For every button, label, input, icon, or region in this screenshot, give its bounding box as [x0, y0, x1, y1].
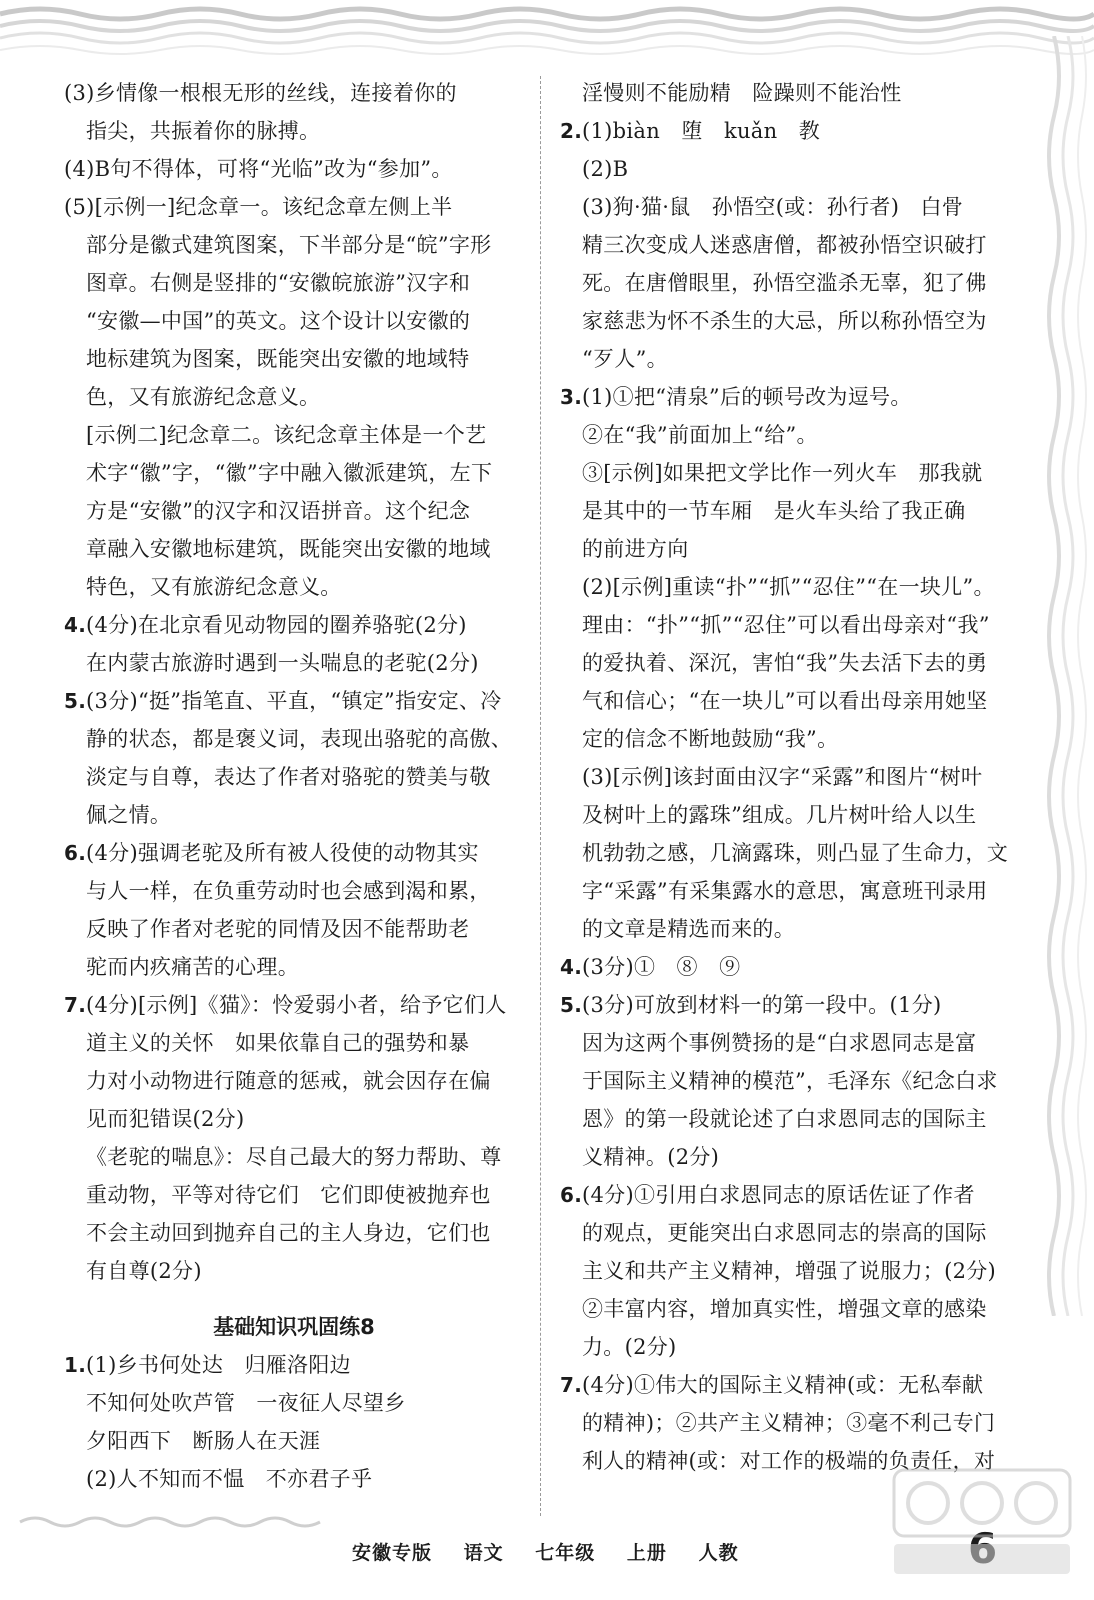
question-number: 4. — [560, 955, 583, 979]
right-line — [560, 1290, 1030, 1328]
question-number: 5. — [560, 993, 583, 1017]
question-number: 6. — [64, 841, 87, 865]
right-line — [560, 74, 1030, 112]
right-line — [560, 1100, 1030, 1138]
right-line — [560, 492, 1030, 530]
right-line — [560, 568, 1030, 606]
answer-text: (3)狗·猫·鼠 孙悟空(或：孙行者) 白骨 — [582, 195, 964, 219]
answer-text: 的爱执着、深沉，害怕“我”失去活下去的勇 — [582, 651, 988, 675]
answer-text: 色，又有旅游纪念意义。 — [86, 385, 321, 409]
answer-text: (1)乡书何处达 归雁洛阳边 — [86, 1353, 351, 1377]
answer-text: (5)[示例一]纪念章一。该纪念章左侧上半 — [64, 195, 453, 219]
column-divider — [540, 76, 541, 1516]
answer-text: (3分)可放到材料一的第一段中。(1分) — [582, 993, 942, 1017]
section-title: 基础知识巩固练8 — [213, 1315, 375, 1339]
left-line — [64, 1214, 524, 1252]
answer-text: 恩》的第一段就论述了白求恩同志的国际主 — [582, 1107, 987, 1131]
answer-text: 地标建筑为图案，既能突出安徽的地域特 — [86, 347, 470, 371]
question-number: 5. — [64, 689, 87, 713]
answer-text: ②丰富内容，增加真实性，增强文章的感染 — [582, 1297, 987, 1321]
right-line — [560, 834, 1030, 872]
answer-text: ③[示例]如果把文学比作一列火车 那我就 — [582, 461, 983, 485]
left-column — [64, 74, 524, 1498]
answer-text: (3分)“挺”指笔直、平直，“镇定”指安定、冷 — [86, 689, 502, 713]
answer-text: (1)①把“清泉”后的顿号改为逗号。 — [582, 385, 912, 409]
answer-text: [示例二]纪念章二。该纪念章主体是一个艺 — [86, 423, 487, 447]
left-line — [64, 1138, 524, 1176]
answer-text: (4分)强调老驼及所有被人役使的动物其实 — [86, 841, 479, 865]
answer-text: 义精神。(2分) — [582, 1145, 720, 1169]
left-line — [64, 948, 524, 986]
answer-text: 理由：“扑”“抓”“忍住”可以看出母亲对“我” — [582, 613, 990, 637]
answer-text: 于国际主义精神的模范”，毛泽东《纪念白求 — [582, 1069, 998, 1093]
left-line — [64, 302, 524, 340]
left-after-line — [64, 1346, 524, 1384]
question-number: 3. — [560, 385, 583, 409]
left-line — [64, 530, 524, 568]
answer-text: (4分)①伟大的国际主义精神(或：无私奉献 — [582, 1373, 984, 1397]
right-line — [560, 1214, 1030, 1252]
right-line — [560, 302, 1030, 340]
answer-text: (3)[示例]该封面由汉字“采露”和图片“树叶 — [582, 765, 983, 789]
answer-text: 道主义的关怀 如果依靠自己的强势和暴 — [86, 1031, 470, 1055]
right-line — [560, 340, 1030, 378]
footer-info — [352, 1538, 763, 1565]
answer-text: 机勃勃之感，几滴露珠，则凸显了生命力，文 — [582, 841, 1008, 865]
right-line — [560, 1366, 1030, 1404]
right-line — [560, 720, 1030, 758]
right-line — [560, 1252, 1030, 1290]
right-line — [560, 188, 1030, 226]
answer-text: 见而犯错误(2分) — [86, 1107, 245, 1131]
question-number: 7. — [560, 1373, 583, 1397]
right-line — [560, 1062, 1030, 1100]
answer-text: 在内蒙古旅游时遇到一头喘息的老驼(2分) — [86, 651, 479, 675]
left-line — [64, 454, 524, 492]
right-line — [560, 682, 1030, 720]
answer-text: 不会主动回到抛弃自己的主人身边，它们也 — [86, 1221, 491, 1245]
answer-text: 特色，又有旅游纪念意义。 — [86, 575, 342, 599]
answer-text: 及树叶上的露珠”组成。几片树叶给人以生 — [582, 803, 977, 827]
footer-publisher: 人教 — [698, 1542, 739, 1564]
answer-text: 字“采露”有采集露水的意思，寓意班刊录用 — [582, 879, 988, 903]
answer-text: 重动物，平等对待它们 它们即使被抛弃也 — [86, 1183, 491, 1207]
answer-text: 《老驼的喘息》：尽自己最大的努力帮助、尊 — [86, 1145, 502, 1169]
left-line — [64, 1176, 524, 1214]
left-line — [64, 492, 524, 530]
left-after-line — [64, 1422, 524, 1460]
answer-text: 利人的精神(或：对工作的极端的负责任，对 — [582, 1449, 996, 1473]
left-line — [64, 378, 524, 416]
left-line — [64, 834, 524, 872]
answer-text: 的精神)；②共产主义精神；③毫不利己专门 — [582, 1411, 996, 1435]
answer-text: 的观点，更能突出白求恩同志的崇高的国际 — [582, 1221, 987, 1245]
question-number: 1. — [64, 1353, 87, 1377]
answer-text: (3)乡情像一根根无形的丝线，连接着你的 — [64, 81, 457, 105]
answer-text: (1)biàn 堕 kuǎn 教 — [582, 119, 821, 143]
answer-text: 力。(2分) — [582, 1335, 677, 1359]
answer-text: (3分)① ⑧ ⑨ — [582, 955, 741, 979]
answer-text: 因为这两个事例赞扬的是“白求恩同志是富 — [582, 1031, 977, 1055]
wave-pattern-icon — [0, 0, 1094, 62]
answer-text: 夕阳西下 断肠人在天涯 — [86, 1429, 321, 1453]
left-line — [64, 340, 524, 378]
answer-text: (4分)在北京看见动物园的圈养骆驼(2分) — [86, 613, 467, 637]
right-line — [560, 796, 1030, 834]
answer-text: (4)B句不得体，可将“光临”改为“参加”。 — [64, 157, 453, 181]
left-line — [64, 872, 524, 910]
answer-text: 方是“安徽”的汉字和汉语拼音。这个纪念 — [86, 499, 471, 523]
right-column — [560, 74, 1030, 1480]
left-line — [64, 226, 524, 264]
answer-text: (4分)[示例]《猫》：怜爱弱小者，给予它们人 — [86, 993, 507, 1017]
right-line — [560, 112, 1030, 150]
right-line — [560, 416, 1030, 454]
answer-text: “安徽—中国”的英文。这个设计以安徽的 — [86, 309, 471, 333]
answer-text: 淡定与自尊，表达了作者对骆驼的赞美与敬 — [86, 765, 491, 789]
right-line — [560, 606, 1030, 644]
left-line — [64, 644, 524, 682]
left-line — [64, 1100, 524, 1138]
footer-subject: 语文 — [463, 1542, 504, 1564]
answer-text: 章融入安徽地标建筑，既能突出安徽的地域 — [86, 537, 491, 561]
answer-text: (2)[示例]重读“扑”“抓”“忍住”“在一块儿”。 — [582, 575, 995, 599]
right-line — [560, 644, 1030, 682]
footer-edition: 安徽专版 — [352, 1542, 433, 1564]
right-decorative-band — [1046, 36, 1094, 1316]
right-line — [560, 454, 1030, 492]
left-line — [64, 112, 524, 150]
answer-text: 静的状态，都是褒义词，表现出骆驼的高傲、 — [86, 727, 512, 751]
left-line — [64, 150, 524, 188]
left-line — [64, 568, 524, 606]
left-line — [64, 188, 524, 226]
right-line — [560, 1024, 1030, 1062]
answer-text: 指尖，共振着你的脉搏。 — [86, 119, 321, 143]
question-number: 7. — [64, 993, 87, 1017]
side-wave-icon — [1046, 36, 1094, 1316]
left-line — [64, 1252, 524, 1290]
answer-text: (2)B — [582, 157, 629, 181]
right-line — [560, 1138, 1030, 1176]
answer-text: 佩之情。 — [86, 803, 172, 827]
answer-text: 不知何处吹芦管 一夜征人尽望乡 — [86, 1391, 406, 1415]
answer-text: 气和信心；“在一块儿”可以看出母亲用她坚 — [582, 689, 988, 713]
right-line — [560, 530, 1030, 568]
right-line — [560, 910, 1030, 948]
right-line — [560, 1328, 1030, 1366]
right-line — [560, 1404, 1030, 1442]
right-line — [560, 264, 1030, 302]
answer-text: 与人一样，在负重劳动时也会感到渴和累， — [86, 879, 491, 903]
answer-text: 死。在唐僧眼里，孙悟空滥杀无辜，犯了佛 — [582, 271, 987, 295]
answer-text: 反映了作者对老驼的同情及因不能帮助老 — [86, 917, 470, 941]
answer-text: 主义和共产主义精神，增强了说服力；(2分) — [582, 1259, 997, 1283]
left-line — [64, 606, 524, 644]
right-line — [560, 948, 1030, 986]
answer-text: 的文章是精选而来的。 — [582, 917, 795, 941]
answer-text: 定的信念不断地鼓励“我”。 — [582, 727, 839, 751]
left-after-line — [64, 1384, 524, 1422]
answer-text: 部分是徽式建筑图案，下半部分是“皖”字形 — [86, 233, 492, 257]
answer-text: 有自尊(2分) — [86, 1259, 202, 1283]
answer-text: 的前进方向 — [582, 537, 689, 561]
left-line — [64, 720, 524, 758]
answer-text: 图章。右侧是竖排的“安徽皖旅游”汉字和 — [86, 271, 471, 295]
right-line — [560, 986, 1030, 1024]
right-line — [560, 150, 1030, 188]
answer-text: 精三次变成人迷惑唐僧，都被孙悟空识破打 — [582, 233, 987, 257]
left-line — [64, 910, 524, 948]
answer-text: “歹人”。 — [582, 347, 668, 371]
left-line — [64, 986, 524, 1024]
left-line — [64, 74, 524, 112]
top-decorative-band — [0, 0, 1094, 62]
watermark-seal-icon — [884, 1462, 1084, 1582]
left-line — [64, 416, 524, 454]
footer-volume: 上册 — [626, 1542, 667, 1564]
answer-text: (4分)①引用白求恩同志的原话佐证了作者 — [582, 1183, 975, 1207]
left-line — [64, 682, 524, 720]
left-line — [64, 796, 524, 834]
left-line — [64, 1062, 524, 1100]
left-line — [64, 264, 524, 302]
right-line — [560, 378, 1030, 416]
answer-text: 是其中的一节车厢 是火车头给了我正确 — [582, 499, 966, 523]
left-after-line — [64, 1460, 524, 1498]
answer-text: ②在“我”前面加上“给”。 — [582, 423, 818, 447]
answer-text: 淫慢则不能励精 险躁则不能治性 — [582, 81, 902, 105]
left-line — [64, 758, 524, 796]
watermark-logo — [884, 1462, 1084, 1582]
answer-text: 力对小动物进行随意的惩戒，就会因存在偏 — [86, 1069, 491, 1093]
answer-text: 家慈悲为怀不杀生的大忌，所以称孙悟空为 — [582, 309, 987, 333]
question-number: 4. — [64, 613, 87, 637]
left-line — [64, 1024, 524, 1062]
question-number: 2. — [560, 119, 583, 143]
answer-text: 术字“徽”字，“徽”字中融入徽派建筑，左下 — [86, 461, 493, 485]
answer-text: 驼而内疚痛苦的心理。 — [86, 955, 299, 979]
right-line — [560, 758, 1030, 796]
right-line — [560, 226, 1030, 264]
right-line — [560, 1176, 1030, 1214]
answer-text: (2)人不知而不愠 不亦君子乎 — [86, 1467, 373, 1491]
right-line — [560, 872, 1030, 910]
footer-grade: 七年级 — [535, 1542, 596, 1564]
question-number: 6. — [560, 1183, 583, 1207]
